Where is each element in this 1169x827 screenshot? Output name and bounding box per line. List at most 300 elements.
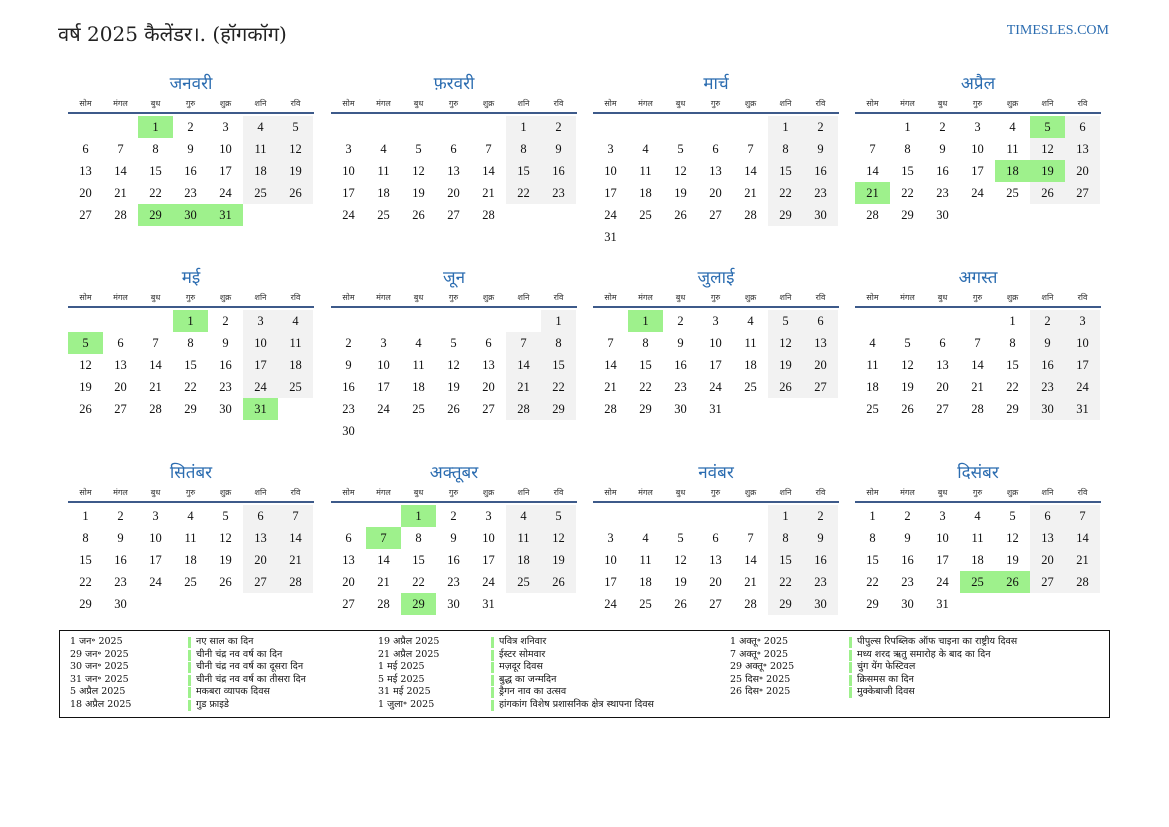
weekday-label: मंगल xyxy=(376,488,391,497)
day-cell: 8 xyxy=(541,332,576,354)
month-block xyxy=(593,266,839,440)
weekday-label: गुरु xyxy=(448,488,459,497)
weekday-label: सोम xyxy=(342,293,355,302)
day-cell: 11 xyxy=(506,527,541,549)
month-name: जुलाई xyxy=(697,268,735,288)
weekday-label: बुध xyxy=(937,488,948,497)
day-cell: 20 xyxy=(936,380,949,394)
holiday-day-cell: 26 xyxy=(995,571,1030,593)
weekday-label: गुरु xyxy=(972,488,983,497)
day-cell: 21 xyxy=(377,575,390,589)
day-cell: 23 xyxy=(936,186,949,200)
day-cell: 5 xyxy=(415,142,422,156)
day-cell: 25 xyxy=(639,597,652,611)
day-cell: 22 xyxy=(506,182,541,204)
day-cell: 19 xyxy=(541,549,576,571)
holiday-name: ड्रैगन नाव का उत्सव xyxy=(499,686,567,698)
day-cell: 4 xyxy=(642,531,649,545)
weekday-header xyxy=(331,290,577,308)
day-cell: 28 xyxy=(114,208,127,222)
day-cell: 16 xyxy=(901,553,914,567)
day-cell: 30 xyxy=(901,597,914,611)
holiday-date: 1 जन॰ 2025 xyxy=(70,636,123,647)
day-cell: 10 xyxy=(1065,332,1100,354)
weekday-label: मंगल xyxy=(376,293,391,302)
day-cell: 18 xyxy=(639,186,652,200)
day-cell: 26 xyxy=(412,208,425,222)
weekday-label: सोम xyxy=(79,488,92,497)
day-cell: 4 xyxy=(974,509,981,523)
weekday-header xyxy=(855,96,1101,114)
day-cell: 15 xyxy=(412,553,425,567)
day-cell: 14 xyxy=(377,553,390,567)
day-cell: 28 xyxy=(744,597,757,611)
weekday-label: शनि xyxy=(1041,488,1054,497)
day-cell: 15 xyxy=(768,160,803,182)
holiday-date: 25 दिस॰ 2025 xyxy=(730,673,791,685)
day-cell: 2 xyxy=(117,509,124,523)
day-cell: 25 xyxy=(1006,186,1019,200)
day-cell: 25 xyxy=(744,380,757,394)
day-cell: 30 xyxy=(342,424,355,438)
day-cell: 1 xyxy=(1009,314,1016,328)
day-cell: 3 xyxy=(485,509,492,523)
weekday-label: गुरु xyxy=(710,293,721,302)
day-cell: 16 xyxy=(674,358,687,372)
day-cell: 16 xyxy=(803,160,838,182)
day-cell: 3 xyxy=(152,509,159,523)
day-cell: 19 xyxy=(674,575,687,589)
day-cell: 22 xyxy=(541,376,576,398)
holiday-day-cell: 5 xyxy=(1030,116,1065,138)
holiday-day-cell: 31 xyxy=(208,204,243,226)
holiday-day-cell: 7 xyxy=(366,527,401,549)
day-cell: 27 xyxy=(709,597,722,611)
day-cell: 5 xyxy=(677,531,684,545)
day-cell: 21 xyxy=(278,549,313,571)
weekday-label: सोम xyxy=(79,293,92,302)
day-cell: 8 xyxy=(869,531,876,545)
month-block xyxy=(68,461,314,635)
day-cell: 12 xyxy=(1006,531,1019,545)
day-cell: 6 xyxy=(939,336,946,350)
day-cell: 20 xyxy=(342,575,355,589)
holiday-marker xyxy=(491,700,494,711)
weekday-label: शुक्र xyxy=(1006,488,1019,497)
day-cell: 16 xyxy=(184,164,197,178)
day-cell: 21 xyxy=(744,575,757,589)
day-cell: 21 xyxy=(971,380,984,394)
day-cell: 8 xyxy=(904,142,911,156)
day-cell: 25 xyxy=(377,208,390,222)
day-cell: 10 xyxy=(243,332,278,354)
day-cell: 26 xyxy=(674,208,687,222)
weekday-label: शनि xyxy=(517,99,530,108)
day-cell: 19 xyxy=(1006,553,1019,567)
weekday-label: सोम xyxy=(866,488,879,497)
month-name: फ़रवरी xyxy=(433,74,475,94)
day-cell: 14 xyxy=(1065,527,1100,549)
day-cell: 22 xyxy=(412,575,425,589)
day-cell: 25 xyxy=(866,402,879,416)
day-cell: 11 xyxy=(184,531,197,545)
weekday-label: शनि xyxy=(779,488,792,497)
day-cell: 23 xyxy=(901,575,914,589)
day-cell: 12 xyxy=(541,527,576,549)
day-cell: 11 xyxy=(744,336,757,350)
day-cell: 2 xyxy=(904,509,911,523)
holiday-day-cell: 29 xyxy=(401,593,436,615)
day-cell: 30 xyxy=(114,597,127,611)
month-block xyxy=(593,461,839,635)
holiday-entry xyxy=(60,686,1109,698)
day-cell: 16 xyxy=(541,160,576,182)
day-cell: 2 xyxy=(541,116,576,138)
day-cell: 18 xyxy=(377,186,390,200)
weekday-label: सोम xyxy=(342,99,355,108)
day-cell: 10 xyxy=(482,531,495,545)
holiday-day-cell: 1 xyxy=(173,310,208,332)
weekday-label: शुक्र xyxy=(744,293,757,302)
holiday-name: मकबरा व्यापक दिवस xyxy=(196,686,270,698)
day-cell: 27 xyxy=(936,402,949,416)
day-cell: 14 xyxy=(149,358,162,372)
day-cell: 10 xyxy=(604,553,617,567)
day-cell: 24 xyxy=(936,575,949,589)
weekday-label: बुध xyxy=(150,488,161,497)
weekday-label: रवि xyxy=(815,99,826,108)
day-cell: 10 xyxy=(377,358,390,372)
day-cell: 13 xyxy=(342,553,355,567)
day-cell: 12 xyxy=(901,358,914,372)
weekday-label: गुरु xyxy=(448,99,459,108)
weekday-label: बुध xyxy=(413,293,424,302)
day-cell: 27 xyxy=(482,402,495,416)
day-cell: 4 xyxy=(187,509,194,523)
holiday-date: 1 जुला॰ 2025 xyxy=(378,699,435,710)
day-cell: 1 xyxy=(541,310,576,332)
day-cell: 6 xyxy=(450,142,457,156)
weekday-header xyxy=(593,96,839,114)
day-cell: 24 xyxy=(377,402,390,416)
day-cell: 3 xyxy=(222,120,229,134)
day-cell: 3 xyxy=(939,509,946,523)
weekday-header xyxy=(68,485,314,503)
site-link[interactable]: TIMESLES.COM xyxy=(1006,23,1109,38)
day-cell: 4 xyxy=(380,142,387,156)
day-cell: 19 xyxy=(768,354,803,376)
day-cell: 17 xyxy=(219,164,232,178)
weekday-header xyxy=(331,485,577,503)
weekday-label: शुक्र xyxy=(482,293,495,302)
day-cell: 14 xyxy=(744,553,757,567)
weekday-label: बुध xyxy=(675,99,686,108)
day-cell: 13 xyxy=(1030,527,1065,549)
day-cell: 4 xyxy=(1009,120,1016,134)
day-cell: 29 xyxy=(639,402,652,416)
day-cell: 2 xyxy=(803,505,838,527)
day-cell: 19 xyxy=(674,186,687,200)
day-cell: 9 xyxy=(803,138,838,160)
month-block xyxy=(855,461,1101,635)
day-cell: 12 xyxy=(447,358,460,372)
day-cell: 16 xyxy=(936,164,949,178)
weekday-label: बुध xyxy=(675,488,686,497)
day-cell: 30 xyxy=(447,597,460,611)
day-cell: 8 xyxy=(1009,336,1016,350)
weekday-header xyxy=(593,290,839,308)
holiday-name: पवित्र शनिवार xyxy=(499,636,547,647)
day-cell: 29 xyxy=(1006,402,1019,416)
day-cell: 10 xyxy=(936,531,949,545)
day-cell: 11 xyxy=(377,164,390,178)
day-cell: 28 xyxy=(971,402,984,416)
day-cell: 14 xyxy=(604,358,617,372)
day-cell: 17 xyxy=(604,186,617,200)
weekday-header xyxy=(855,290,1101,308)
holiday-name: मज़दूर दिवस xyxy=(499,661,543,673)
day-cell: 24 xyxy=(149,575,162,589)
weekday-label: रवि xyxy=(290,293,301,302)
holiday-name: क्रिसमस का दिन xyxy=(857,673,914,685)
days-grid xyxy=(68,503,314,635)
day-cell: 23 xyxy=(219,380,232,394)
month-name: मार्च xyxy=(703,74,729,94)
day-cell: 8 xyxy=(187,336,194,350)
day-cell: 6 xyxy=(345,531,352,545)
day-cell: 4 xyxy=(747,314,754,328)
day-cell: 29 xyxy=(768,204,803,226)
day-cell: 23 xyxy=(114,575,127,589)
day-cell: 15 xyxy=(541,354,576,376)
day-cell: 27 xyxy=(803,376,838,398)
day-cell: 17 xyxy=(971,164,984,178)
holiday-date: 21 अप्रैल 2025 xyxy=(378,648,440,660)
day-cell: 1 xyxy=(768,116,803,138)
day-cell: 28 xyxy=(482,208,495,222)
weekday-label: मंगल xyxy=(113,488,128,497)
month-block xyxy=(331,72,577,246)
weekday-label: शुक्र xyxy=(482,488,495,497)
day-cell: 23 xyxy=(447,575,460,589)
day-cell: 16 xyxy=(803,549,838,571)
holiday-marker xyxy=(849,662,852,673)
day-cell: 22 xyxy=(768,571,803,593)
weekday-label: गुरु xyxy=(710,488,721,497)
holiday-entry xyxy=(60,661,1109,673)
day-cell: 9 xyxy=(222,336,229,350)
day-cell: 11 xyxy=(278,332,313,354)
day-cell: 27 xyxy=(114,402,127,416)
weekday-label: सोम xyxy=(866,99,879,108)
day-cell: 23 xyxy=(1030,376,1065,398)
day-cell: 18 xyxy=(866,380,879,394)
weekday-label: मंगल xyxy=(638,293,653,302)
day-cell: 22 xyxy=(1006,380,1019,394)
day-cell: 26 xyxy=(901,402,914,416)
day-cell: 5 xyxy=(541,505,576,527)
day-cell: 6 xyxy=(485,336,492,350)
day-cell: 6 xyxy=(803,310,838,332)
day-cell: 7 xyxy=(747,531,754,545)
day-cell: 10 xyxy=(971,142,984,156)
weekday-label: रवि xyxy=(553,488,564,497)
day-cell: 13 xyxy=(482,358,495,372)
day-cell: 3 xyxy=(345,142,352,156)
day-cell: 8 xyxy=(82,531,89,545)
day-cell: 22 xyxy=(639,380,652,394)
day-cell: 27 xyxy=(243,571,278,593)
weekday-label: शुक्र xyxy=(744,488,757,497)
day-cell: 24 xyxy=(1065,376,1100,398)
holiday-name: पीपुल्स रिपब्लिक ऑफ चाइना का राष्ट्रीय दिवस xyxy=(857,636,1018,647)
day-cell: 4 xyxy=(869,336,876,350)
day-cell: 7 xyxy=(974,336,981,350)
day-cell: 30 xyxy=(1030,398,1065,420)
day-cell: 14 xyxy=(506,354,541,376)
weekday-label: बुध xyxy=(150,293,161,302)
day-cell: 20 xyxy=(447,186,460,200)
holiday-date: 30 जन॰ 2025 xyxy=(70,661,129,673)
day-cell: 5 xyxy=(222,509,229,523)
holiday-name: मध्य शरद ऋतु समारोह के बाद का दिन xyxy=(857,648,991,660)
day-cell: 4 xyxy=(642,142,649,156)
day-cell: 25 xyxy=(412,402,425,416)
holiday-legend xyxy=(59,630,1110,718)
day-cell: 9 xyxy=(803,527,838,549)
day-cell: 17 xyxy=(604,575,617,589)
day-cell: 24 xyxy=(971,186,984,200)
weekday-label: गुरु xyxy=(448,293,459,302)
day-cell: 27 xyxy=(709,208,722,222)
day-cell: 28 xyxy=(506,398,541,420)
weekday-label: शुक्र xyxy=(219,293,232,302)
day-cell: 17 xyxy=(149,553,162,567)
holiday-marker xyxy=(849,675,852,686)
holiday-day-cell: 21 xyxy=(855,182,890,204)
holiday-day-cell: 1 xyxy=(628,310,663,332)
day-cell: 2 xyxy=(803,116,838,138)
day-cell: 26 xyxy=(447,402,460,416)
weekday-header xyxy=(331,96,577,114)
day-cell: 9 xyxy=(345,358,352,372)
day-cell: 4 xyxy=(243,116,278,138)
page-title: वर्ष 2025 कैलेंडर।. (हॉगकॉग) xyxy=(58,22,287,46)
holiday-date: 29 जन॰ 2025 xyxy=(70,648,129,660)
day-cell: 31 xyxy=(482,597,495,611)
day-cell: 20 xyxy=(243,549,278,571)
month-name: अक्तूबर xyxy=(429,463,479,483)
day-cell: 24 xyxy=(482,575,495,589)
day-cell: 21 xyxy=(506,376,541,398)
day-cell: 23 xyxy=(803,182,838,204)
day-cell: 12 xyxy=(674,553,687,567)
weekday-label: शनि xyxy=(254,99,267,108)
day-cell: 1 xyxy=(506,116,541,138)
weekday-label: मंगल xyxy=(638,99,653,108)
day-cell: 7 xyxy=(747,142,754,156)
day-cell: 31 xyxy=(1065,398,1100,420)
day-cell: 21 xyxy=(744,186,757,200)
day-cell: 22 xyxy=(866,575,879,589)
day-cell: 22 xyxy=(184,380,197,394)
days-grid xyxy=(593,114,839,246)
day-cell: 3 xyxy=(607,531,614,545)
day-cell: 20 xyxy=(114,380,127,394)
day-cell: 29 xyxy=(866,597,879,611)
month-block xyxy=(331,266,577,440)
day-cell: 9 xyxy=(1030,332,1065,354)
weekday-label: मंगल xyxy=(638,488,653,497)
day-cell: 4 xyxy=(415,336,422,350)
day-cell: 9 xyxy=(677,336,684,350)
day-cell: 29 xyxy=(184,402,197,416)
day-cell: 13 xyxy=(803,332,838,354)
holiday-day-cell: 19 xyxy=(1030,160,1065,182)
day-cell: 15 xyxy=(149,164,162,178)
day-cell: 25 xyxy=(278,376,313,398)
month-name: जून xyxy=(442,268,466,288)
day-cell: 19 xyxy=(278,160,313,182)
day-cell: 17 xyxy=(1065,354,1100,376)
day-cell: 26 xyxy=(674,597,687,611)
day-cell: 8 xyxy=(768,527,803,549)
day-cell: 14 xyxy=(744,164,757,178)
holiday-date: 29 अक्तू॰ 2025 xyxy=(730,661,795,673)
day-cell: 26 xyxy=(768,376,803,398)
day-cell: 20 xyxy=(482,380,495,394)
day-cell: 30 xyxy=(674,402,687,416)
weekday-header xyxy=(68,290,314,308)
weekday-label: सोम xyxy=(342,488,355,497)
day-cell: 18 xyxy=(971,553,984,567)
day-cell: 14 xyxy=(971,358,984,372)
weekday-label: बुध xyxy=(413,488,424,497)
holiday-date: 19 अप्रैल 2025 xyxy=(378,636,440,647)
day-cell: 7 xyxy=(278,505,313,527)
day-cell: 23 xyxy=(803,571,838,593)
day-cell: 26 xyxy=(278,182,313,204)
days-grid xyxy=(593,503,839,635)
holiday-entry xyxy=(60,649,1109,661)
day-cell: 4 xyxy=(506,505,541,527)
day-cell: 3 xyxy=(380,336,387,350)
weekday-label: रवि xyxy=(1077,488,1088,497)
holiday-day-cell: 1 xyxy=(138,116,173,138)
day-cell: 12 xyxy=(1030,138,1065,160)
days-grid xyxy=(331,114,577,246)
holiday-date: 26 दिस॰ 2025 xyxy=(730,686,791,698)
weekday-label: सोम xyxy=(604,293,617,302)
weekday-label: सोम xyxy=(604,488,617,497)
day-cell: 26 xyxy=(1030,182,1065,204)
weekday-label: रवि xyxy=(1077,293,1088,302)
day-cell: 13 xyxy=(243,527,278,549)
day-cell: 12 xyxy=(79,358,92,372)
holiday-date: 5 मई 2025 xyxy=(378,673,425,685)
day-cell: 8 xyxy=(768,138,803,160)
day-cell: 9 xyxy=(117,531,124,545)
day-cell: 7 xyxy=(506,332,541,354)
day-cell: 9 xyxy=(541,138,576,160)
weekday-label: शुक्र xyxy=(1006,99,1019,108)
day-cell: 26 xyxy=(219,575,232,589)
day-cell: 18 xyxy=(639,575,652,589)
day-cell: 28 xyxy=(1065,571,1100,593)
day-cell: 28 xyxy=(604,402,617,416)
holiday-date: 1 मई 2025 xyxy=(378,661,425,673)
day-cell: 18 xyxy=(744,358,757,372)
